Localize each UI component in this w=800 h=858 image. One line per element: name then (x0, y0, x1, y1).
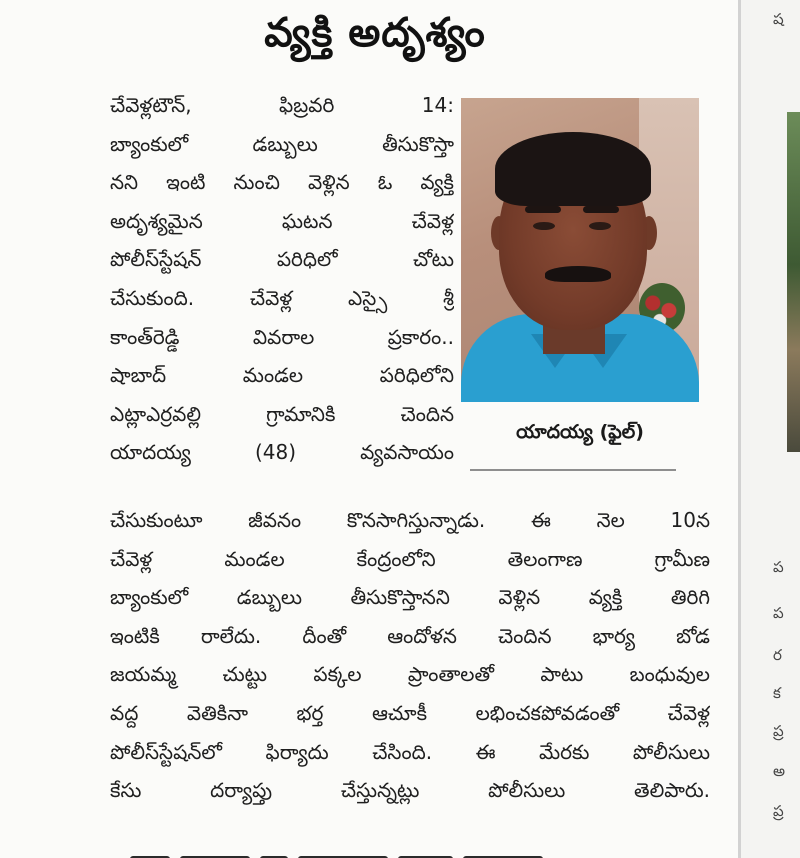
cropped-glyph: ప్ర (773, 722, 784, 740)
body-line: అదృశ్యమైన ఘటన చేవెళ్ల (110, 208, 454, 233)
adjacent-column-edge (741, 0, 800, 858)
column-divider (738, 0, 741, 858)
body-line: కేసు దర్యాప్తు చేస్తున్నట్లు పోలీసులు తెలిపారు. (110, 778, 710, 803)
body-line: ఎట్లాఎర్రవల్లి గ్రామానికి చెందిన (110, 401, 454, 426)
cropped-glyph: ప (773, 558, 784, 576)
portrait-photo (461, 98, 699, 402)
article-body-wide (110, 501, 710, 810)
body-line: వద్ద వెతికినా భర్త ఆచూకీ లభించకపోవడంతో చేవెళ్ల (110, 700, 710, 725)
body-line: జయమ్మ చుట్టు పక్కల ప్రాంతాలతో పాటు బంధువుల (110, 662, 710, 687)
cropped-glyph: ర (773, 646, 782, 664)
body-line: చేవెళ్లటౌన్, ఫిబ్రవరి 14: (110, 93, 454, 117)
adjacent-photo-edge (787, 112, 800, 452)
body-line: బ్యాంకులో డబ్బులు తీసుకొస్తానని వెళ్లిన వ్యక్తి తిరిగి (110, 585, 710, 610)
body-line: చేసుకుంటూ జీవనం కొనసాగిస్తున్నాడు. ఈ నెల 10న (110, 508, 710, 532)
body-line: కాంత్‌రెడ్డి వివరాల ప్రకారం.. (110, 324, 454, 349)
body-line: బ్యాంకులో డబ్బులు తీసుకొస్తా (110, 131, 454, 156)
body-line: యాదయ్య (48) వ్యవసాయం (110, 440, 454, 465)
cropped-glyph: క (773, 684, 781, 702)
cropped-glyph: ప్ర (773, 802, 784, 820)
cropped-glyph: అ (773, 762, 786, 780)
photo-caption: యాదయ్య (ఫైల్) (516, 421, 644, 443)
article-body-narrow (110, 86, 454, 472)
body-line: షాబాద్ మండల పరిధిలోని (110, 363, 454, 388)
next-article-cropped-heading (130, 848, 610, 858)
body-line: చేవెళ్ల మండల కేంద్రంలోని తెలంగాణ గ్రామీణ (110, 546, 710, 571)
cropped-glyph: ష (773, 10, 784, 28)
body-line: చేసుకుంది. చేవెళ్ల ఎస్సై శ్రీ (110, 285, 454, 310)
body-line: పోలీస్‌స్టేషన్‌లో ఫిర్యాదు చేసింది. ఈ మేరకు పోలీసులు (110, 739, 710, 764)
cropped-glyph: ప (773, 604, 784, 622)
body-line: నని ఇంటి నుంచి వెళ్లిన ఓ వ్యక్తి (110, 170, 454, 195)
body-line: ఇంటికి రాలేదు. దీంతో ఆందోళన చెందిన భార్య బోడ (110, 623, 710, 648)
moustache-shape (545, 266, 611, 282)
caption-underline (470, 469, 676, 471)
article-headline: వ్యక్తి అదృశ్యం (264, 10, 486, 56)
hair-shape (495, 132, 651, 206)
body-line: పోలీస్‌స్టేషన్ పరిధిలో చోటు (110, 247, 454, 272)
